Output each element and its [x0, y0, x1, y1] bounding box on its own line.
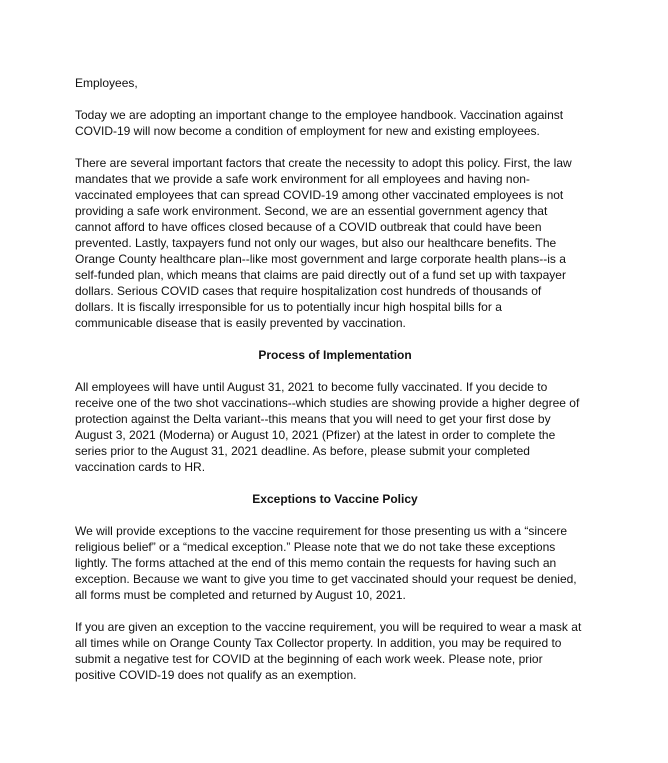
exceptions-line: religious belief” or a “medical exception.” Please note that we do not take these exceptions	[75, 540, 556, 554]
exceptions-line: all forms must be completed and returned by August 10, 2021.	[75, 588, 406, 602]
implementation-line: series prior to the August 31, 2021 deadline. As before, please submit your completed	[75, 444, 530, 458]
factors-line: cannot afford to have offices closed because of a COVID outbreak that could have been	[75, 220, 542, 234]
mask-line: all times while on Orange County Tax Collector property. In addition, you may be required to	[75, 636, 562, 650]
implementation-line: All employees will have until August 31, 2021 to become fully vaccinated. If you decide to	[75, 380, 548, 394]
paragraph-gap	[75, 363, 595, 379]
exceptions-line: We will provide exceptions to the vaccine requirement for those presenting us with a “sincere	[75, 524, 568, 538]
exceptions-heading: Exceptions to Vaccine Policy	[252, 492, 418, 506]
factors-line: vaccinated employees that can spread COVID-19 among other vaccinated employees is not	[75, 188, 564, 202]
mask-paragraph	[75, 619, 595, 683]
exceptions-line: lightly. The forms attached at the end of this memo contain the requests for having such an	[75, 556, 557, 570]
paragraph-gap	[75, 331, 595, 347]
paragraph-gap	[75, 139, 595, 155]
paragraph-gap	[75, 91, 595, 107]
implementation-paragraph	[75, 379, 595, 475]
exceptions-line: exception. Because we want to give you time to get vaccinated should your request be denied,	[75, 572, 577, 586]
intro-paragraph	[75, 107, 595, 139]
factors-line: Orange County healthcare plan--like most government and large corporate health plans--is a	[75, 252, 566, 266]
implementation-heading: Process of Implementation	[258, 348, 412, 362]
factors-line: providing a safe work environment. Second, we are an essential government agency that	[75, 204, 548, 218]
implementation-line: receive one of the two shot vaccinations--which studies are showing provide a higher degree of	[75, 396, 580, 410]
implementation-line: protection against the Delta variant--this means that you will need to get your first dose by	[75, 412, 551, 426]
factors-line: dollars. Serious COVID cases that require hospitalization cost hundreds of thousands of	[75, 284, 542, 298]
memo-page	[75, 75, 595, 683]
implementation-line: August 3, 2021 (Moderna) or August 10, 2021 (Pfizer) at the latest in order to complete the	[75, 428, 556, 442]
greeting	[75, 75, 595, 91]
mask-line: If you are given an exception to the vaccine requirement, you will be required to wear a mask at	[75, 620, 582, 634]
mask-line: positive COVID-19 does not qualify as an exemption.	[75, 668, 357, 682]
factors-paragraph	[75, 155, 595, 331]
factors-line: prevented. Lastly, taxpayers fund not only our wages, but also our healthcare benefits. The	[75, 236, 557, 250]
exceptions-paragraph	[75, 523, 595, 603]
paragraph-gap	[75, 603, 595, 619]
paragraph-gap	[75, 475, 595, 491]
mask-line: submit a negative test for COVID at the beginning of each work week. Please note, prior	[75, 652, 543, 666]
factors-line: communicable disease that is easily prevented by vaccination.	[75, 316, 406, 330]
intro-line: Today we are adopting an important change to the employee handbook. Vaccination against	[75, 108, 564, 122]
factors-line: There are several important factors that create the necessity to adopt this policy. First, the law	[75, 156, 572, 170]
factors-line: mandates that we provide a safe work environment for all employees and having non-	[75, 172, 530, 186]
implementation-line: vaccination cards to HR.	[75, 460, 206, 474]
factors-line: dollars. It is fiscally irresponsible for us to potentially incur high hospital bills for a	[75, 300, 502, 314]
greeting-line: Employees,	[75, 76, 138, 90]
factors-line: self-funded plan, which means that claims are paid directly out of a fund set up with taxpayer	[75, 268, 566, 282]
paragraph-gap	[75, 507, 595, 523]
intro-line: COVID-19 will now become a condition of employment for new and existing employees.	[75, 124, 540, 138]
